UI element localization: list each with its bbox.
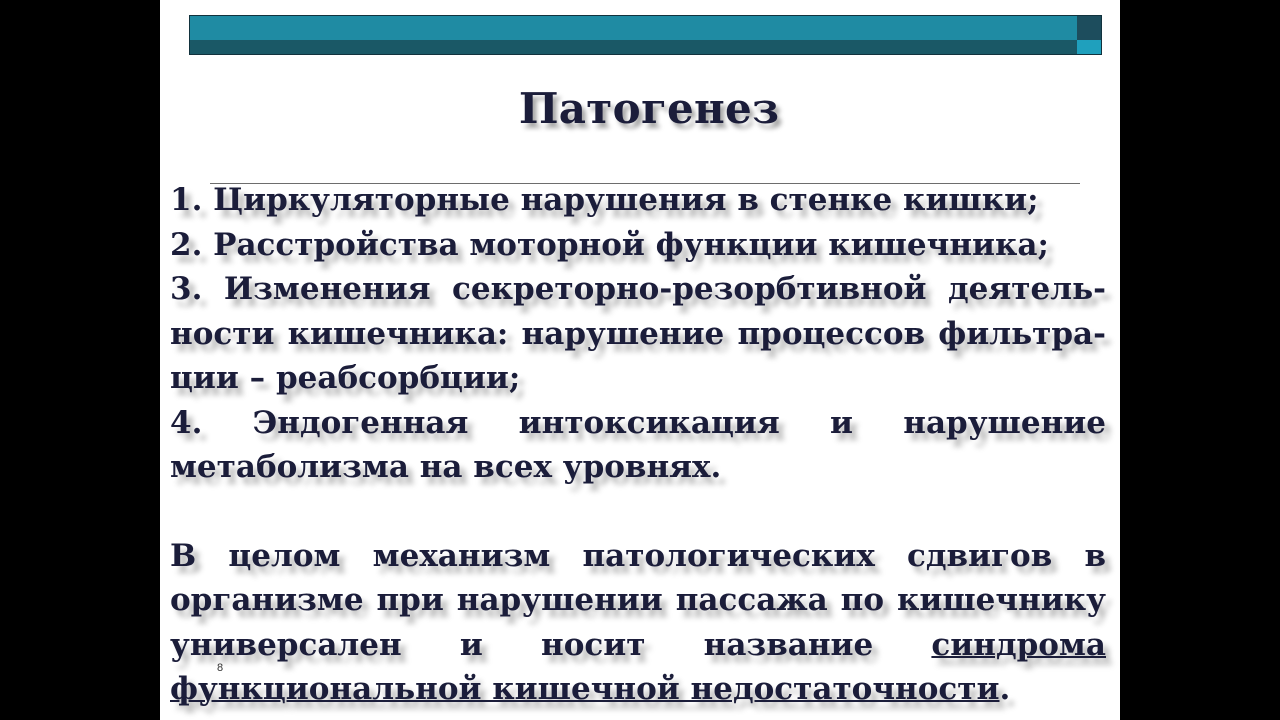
list-item-3-line-2: ности кишечника: нарушение процессов фильтра-	[170, 315, 1106, 352]
conclusion-line-2: организме при нарушении пассажа по кишечнику	[170, 582, 1106, 618]
conclusion-line-1: В целом механизм патологических сдвигов в	[170, 537, 1106, 574]
header-bar-bottom-band	[190, 40, 1101, 54]
syndrome-term-end: функциональной кишечной недостаточности	[170, 671, 1000, 707]
list-item-3-line-1: 3. Изменения секреторно-резорбтивной деятель-	[170, 271, 1106, 307]
conclusion-period: .	[999, 671, 1011, 707]
conclusion-line-3-text: универсален и носит название	[170, 626, 874, 663]
header-bar-top-band	[190, 16, 1101, 40]
header-decor-bar	[189, 15, 1102, 55]
conclusion-line-4	[170, 667, 1106, 712]
list-item-4-line-2: метаболизма на всех уровнях.	[170, 449, 722, 485]
slide-title: Патогенез	[518, 84, 780, 133]
conclusion-line-3	[170, 623, 1106, 668]
syndrome-term-start: синдрома	[931, 626, 1106, 663]
slide-page-number: 8	[217, 662, 224, 674]
presentation-slide	[160, 0, 1120, 720]
list-item-1: 1. Циркуляторные нарушения в стенке кишки;	[170, 182, 1039, 218]
paragraph-gap	[170, 490, 1106, 534]
header-bar-corner-light	[1077, 40, 1101, 54]
slide-body	[170, 178, 1106, 712]
list-item-2: 2. Расстройства моторной функции кишечника;	[170, 226, 1049, 263]
list-item-3-line-3: ции – реабсорбции;	[170, 360, 521, 396]
header-bar-corner-dark	[1077, 16, 1101, 40]
list-item-4-line-1: 4. Эндогенная интоксикация и нарушение	[170, 404, 1106, 441]
